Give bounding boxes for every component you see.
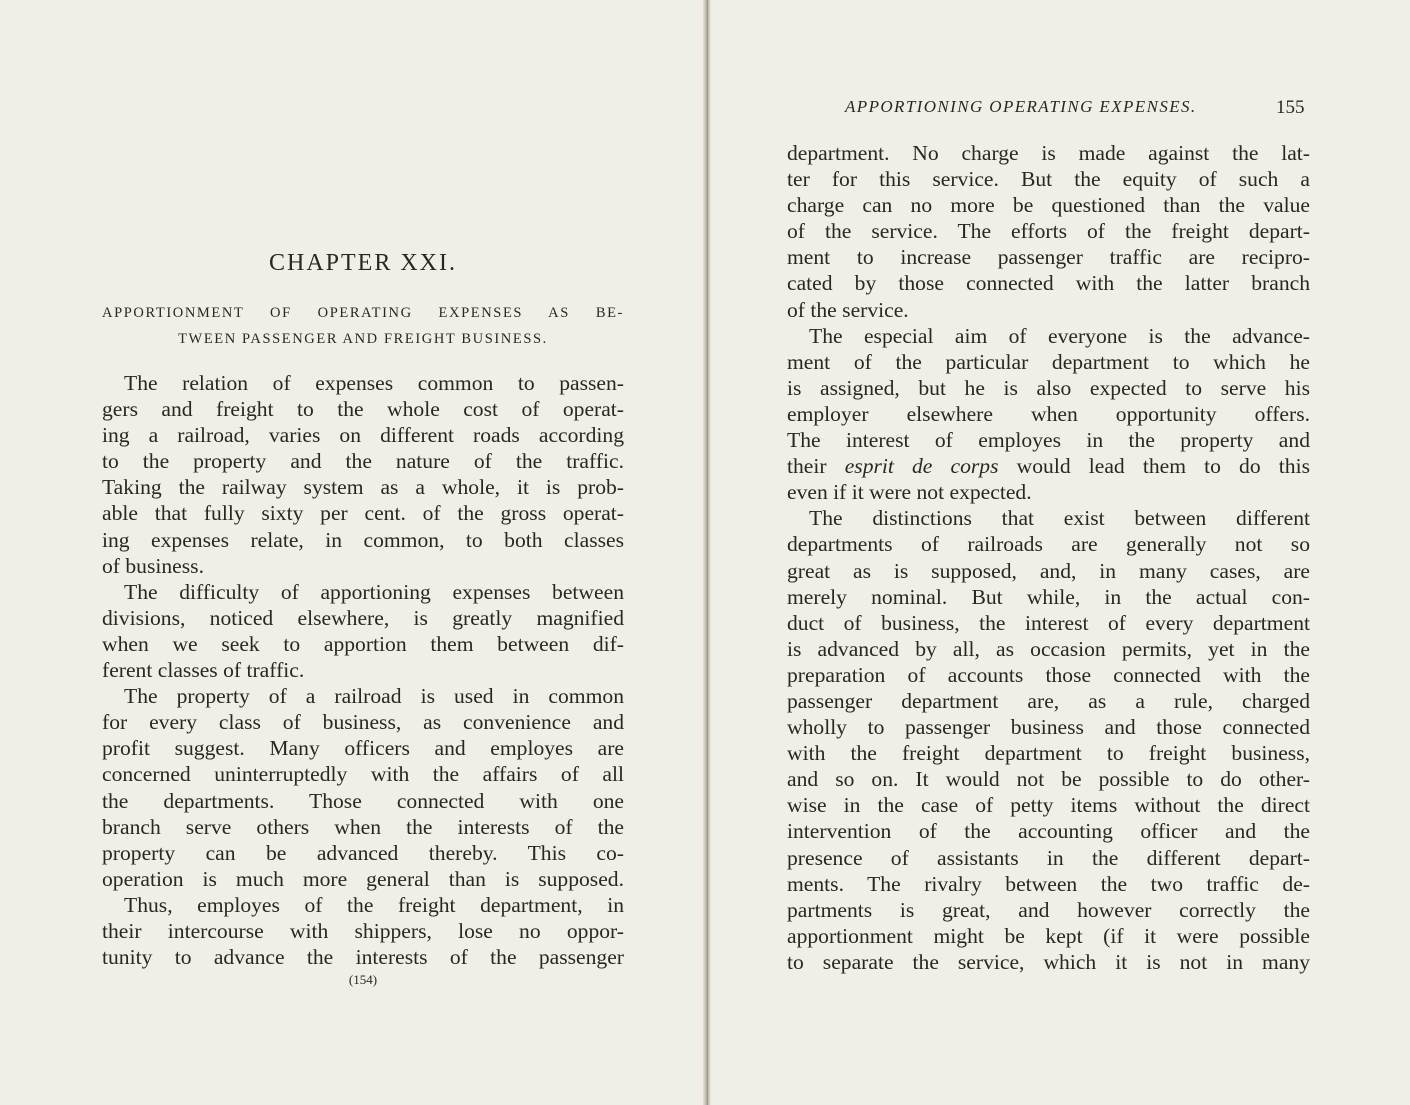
- text-line: duct of business, the interest of every department: [787, 610, 1310, 635]
- chapter-title: CHAPTER XXI.: [268, 250, 457, 276]
- text-line: partments is great, and however correctly the: [787, 897, 1310, 922]
- text-line: ter for this service. But the equity of such a: [787, 167, 1310, 192]
- text-line: The property of a railroad is used in common: [124, 684, 624, 709]
- text-line: ferent classes of traffic.: [102, 658, 305, 683]
- page-folio: (154): [348, 972, 378, 987]
- text-line: wholly to passenger business and those connected: [787, 715, 1310, 740]
- text-line: operation is much more general than is supposed.: [102, 866, 624, 891]
- text-line: divisions, noticed elsewhere, is greatly magnified: [102, 605, 624, 630]
- text-line: tunity to advance the interests of the passenger: [102, 945, 624, 970]
- right-page-body: [787, 140, 1310, 975]
- text-line: preparation of accounts those connected with the: [787, 662, 1310, 687]
- text-line: ment to increase passenger traffic are recipro-: [787, 245, 1310, 270]
- text-line: The distinctions that exist between different: [809, 506, 1310, 531]
- text-line: department. No charge is made against the lat-: [787, 141, 1310, 165]
- text-line: intervention of the accounting officer and the: [787, 819, 1310, 844]
- text-line: departments of railroads are generally not so: [787, 532, 1310, 557]
- text-line: charge can no more be questioned than the value: [787, 193, 1310, 218]
- left-page-body: [102, 370, 624, 970]
- text-line: of the service.: [787, 297, 909, 322]
- text-fragment: their: [787, 454, 827, 479]
- running-head: APPORTIONING OPERATING EXPENSES.: [845, 97, 1197, 116]
- text-line: The interest of employes in the property and: [787, 428, 1310, 453]
- text-line: and so on. It would not be possible to do other-: [787, 767, 1310, 792]
- text-line: The especial aim of everyone is the advance-: [809, 323, 1310, 348]
- text-line: ing expenses relate, in common, to both classes: [102, 527, 624, 552]
- text-line: [787, 453, 1310, 479]
- text-line: when we seek to apportion them between dif-: [102, 631, 624, 656]
- chapter-subtitle-line-2: TWEEN PASSENGER AND FREIGHT BUSINESS.: [178, 331, 548, 347]
- text-line: of the service. The efforts of the freight depart-: [787, 219, 1310, 244]
- text-line: apportionment might be kept (if it were possible: [787, 923, 1310, 948]
- text-line: property can be advanced thereby. This co-: [102, 840, 624, 865]
- page-number: 155: [1276, 97, 1305, 118]
- text-line: branch serve others when the interests of the: [102, 814, 624, 839]
- text-line: of business.: [102, 553, 204, 578]
- italic-phrase: esprit de corps: [844, 454, 999, 479]
- chapter-subtitle-line-1: APPORTIONMENT OF OPERATING EXPENSES AS BE-: [102, 305, 624, 321]
- text-line: The difficulty of apportioning expenses between: [124, 579, 624, 604]
- text-line: able that fully sixty per cent. of the gross operat-: [102, 501, 624, 526]
- text-line: ing a railroad, varies on different roads according: [102, 423, 624, 448]
- text-line: great as is supposed, and, in many cases, are: [787, 558, 1310, 583]
- text-line: Thus, employes of the freight department, in: [124, 892, 624, 917]
- text-line: cated by those connected with the latter branch: [787, 271, 1310, 296]
- book-gutter: [703, 0, 711, 1105]
- text-line: employer elsewhere when opportunity offers.: [787, 401, 1310, 426]
- text-line: to separate the service, which it is not in many: [787, 949, 1310, 974]
- text-line: ment of the particular department to which he: [787, 349, 1310, 374]
- text-line: presence of assistants in the different depart-: [787, 845, 1310, 870]
- text-line: is advanced by all, as occasion permits, yet in the: [787, 636, 1310, 661]
- text-line: The relation of expenses common to passen-: [124, 371, 624, 395]
- text-fragment: would lead them to do this: [1016, 454, 1310, 479]
- text-line: to the property and the nature of the traffic.: [102, 449, 624, 474]
- text-line: ments. The rivalry between the two traffic de-: [787, 871, 1310, 896]
- text-line: with the freight department to freight business,: [787, 741, 1310, 766]
- text-line: profit suggest. Many officers and employes are: [102, 736, 624, 761]
- text-line: Taking the railway system as a whole, it is prob-: [102, 475, 624, 500]
- text-line: for every class of business, as convenience and: [102, 710, 624, 735]
- text-line: concerned uninterruptedly with the affairs of all: [102, 762, 624, 787]
- text-line: gers and freight to the whole cost of operat-: [102, 397, 624, 422]
- text-line: merely nominal. But while, in the actual con-: [787, 584, 1310, 609]
- text-line: their intercourse with shippers, lose no oppor-: [102, 918, 624, 943]
- text-line: wise in the case of petty items without the direct: [787, 793, 1310, 818]
- text-line: passenger department are, as a rule, charged: [787, 688, 1310, 713]
- text-line: is assigned, but he is also expected to serve his: [787, 375, 1310, 400]
- text-line: the departments. Those connected with one: [102, 788, 624, 813]
- text-line: even if it were not expected.: [787, 480, 1032, 505]
